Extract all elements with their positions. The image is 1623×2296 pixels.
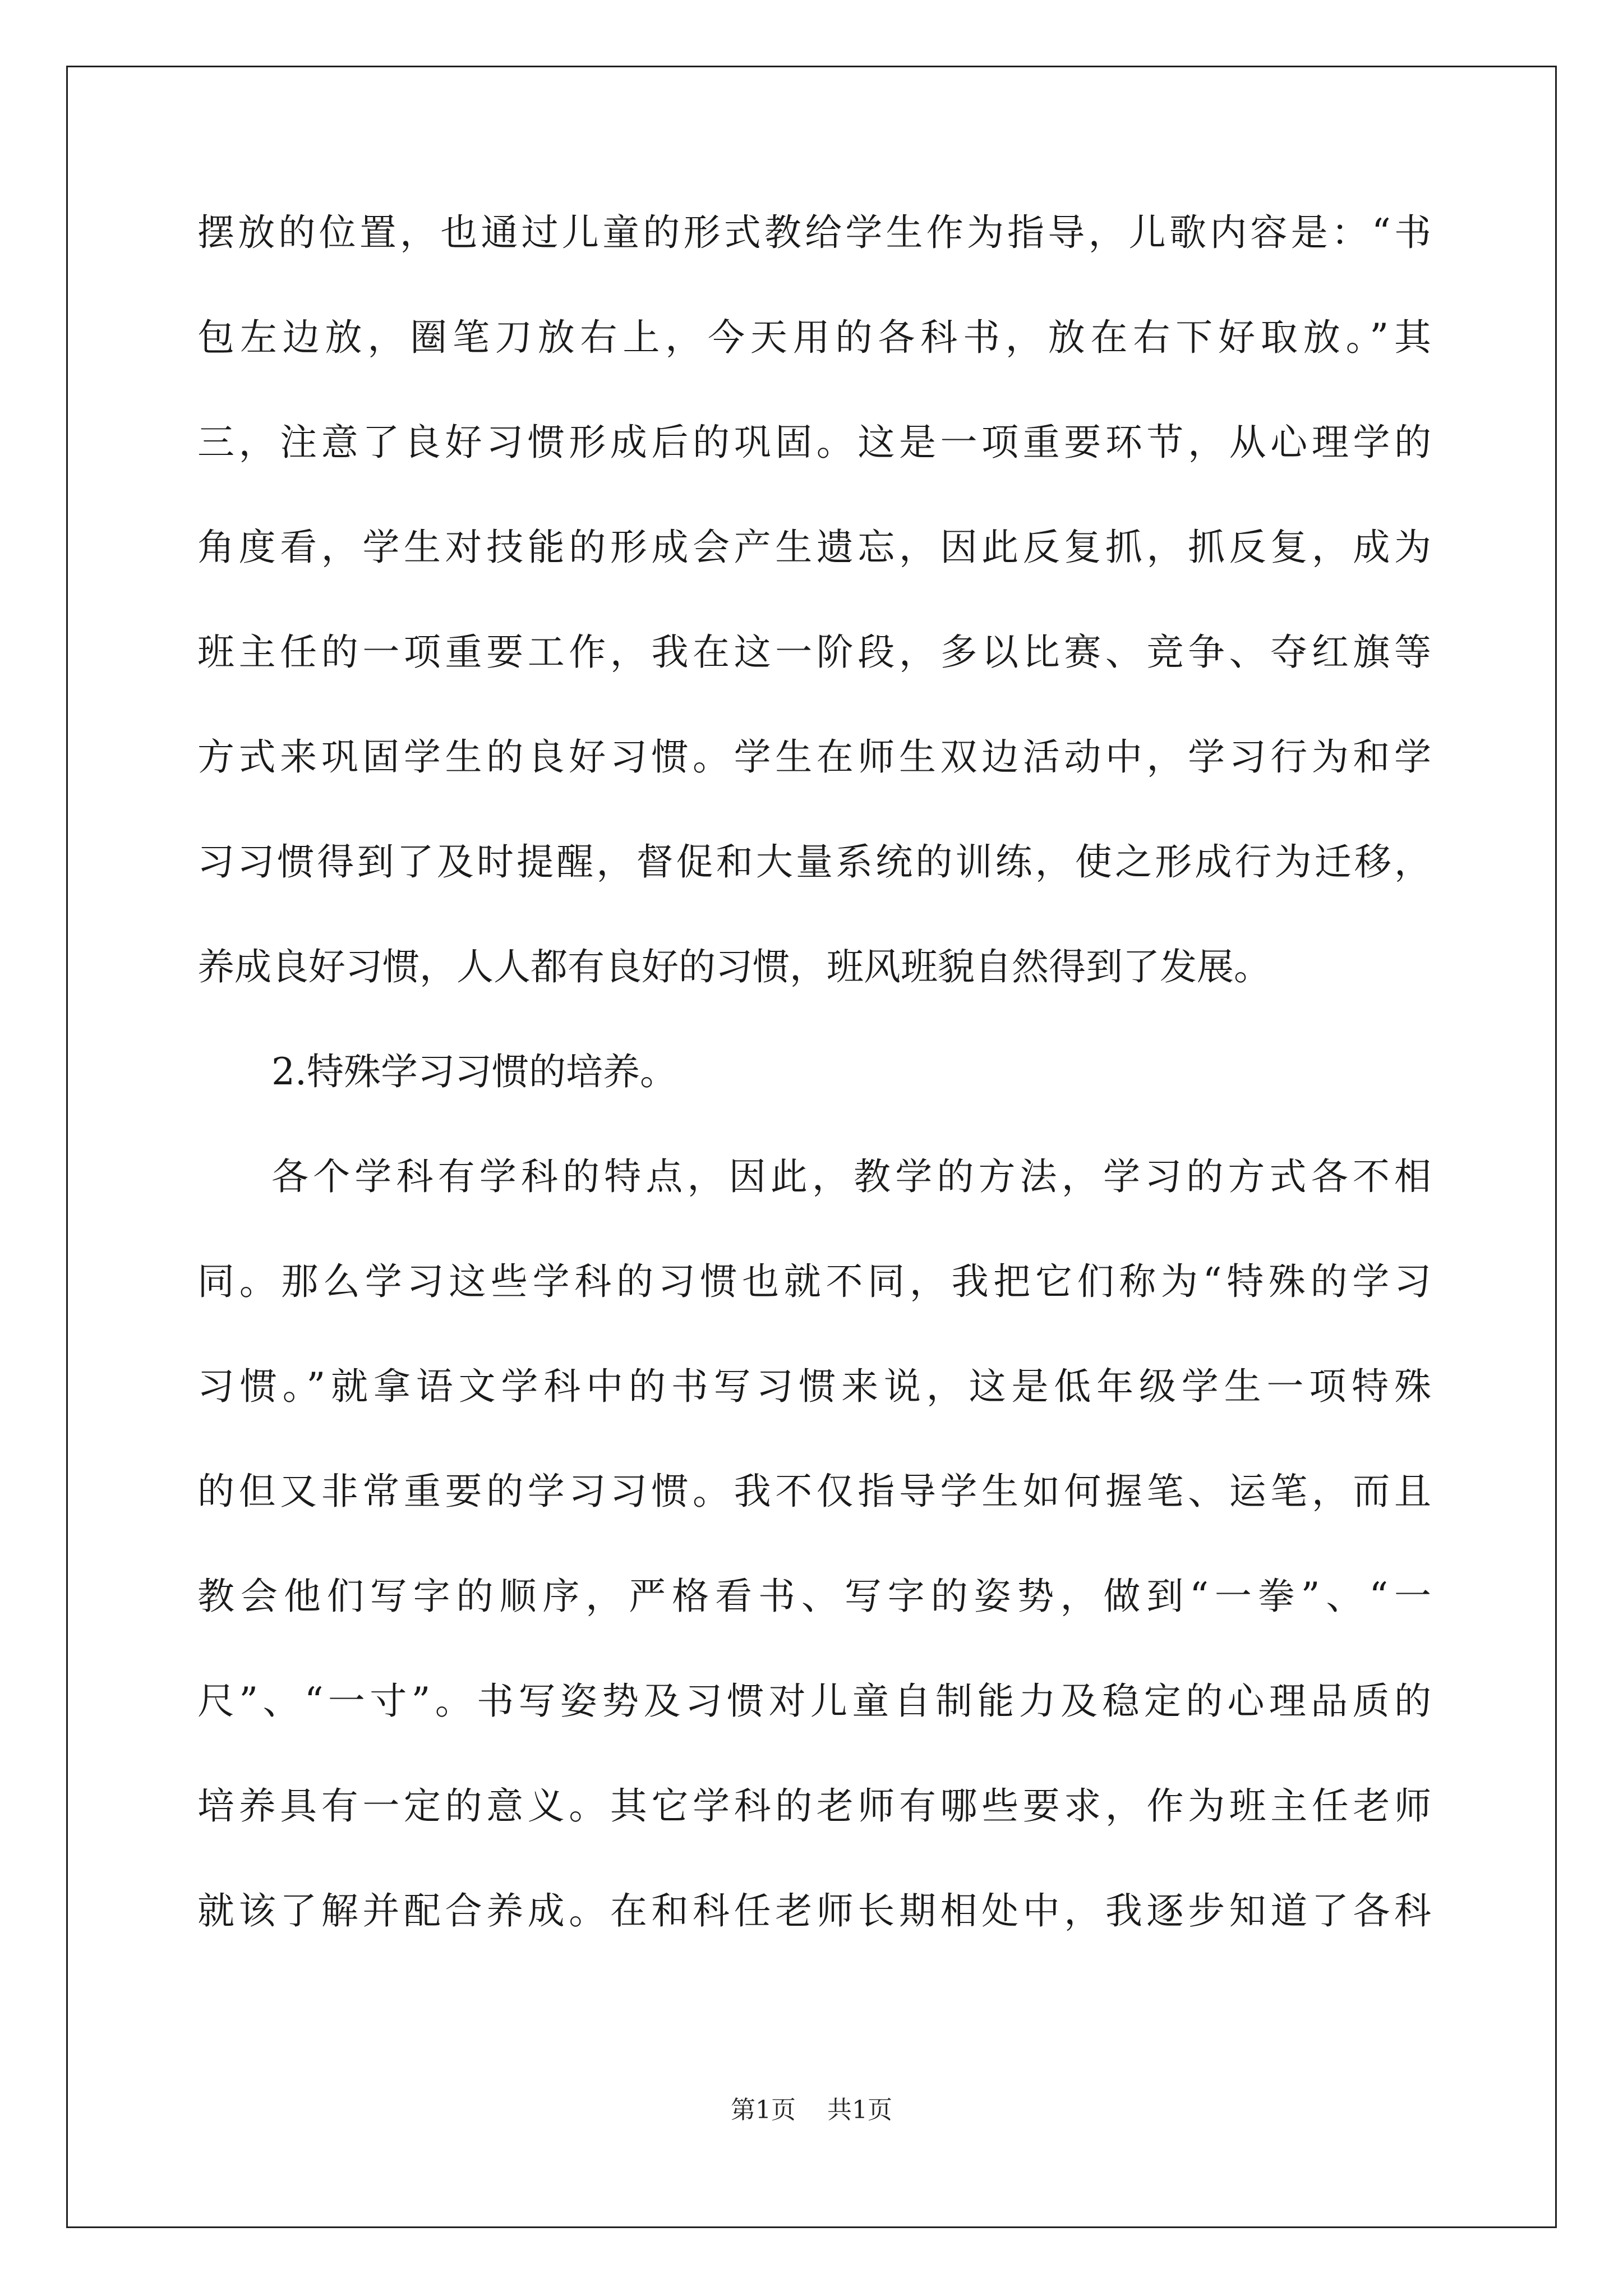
text-line: 摆放的位置，也通过儿童的形式教给学生作为指导，儿歌内容是：“书 <box>197 211 1431 254</box>
page-total: 共1页 <box>827 2096 892 2124</box>
text-line: 角度看，学生对技能的形成会产生遗忘，因此反复抓，抓反复，成为 <box>197 526 1431 569</box>
text-line: 2.特殊学习习惯的培养。 <box>271 1050 677 1093</box>
text-line: 各个学科有学科的特点，因此，教学的方法，学习的方式各不相 <box>271 1155 1431 1198</box>
text-line: 培养具有一定的意义。其它学科的老师有哪些要求，作为班主任老师 <box>197 1784 1431 1828</box>
text-line: 三，注意了良好习惯形成后的巩固。这是一项重要环节，从心理学的 <box>197 421 1431 464</box>
text-line: 就该了解并配合养成。在和科任老师长期相处中，我逐步知道了各科 <box>197 1889 1431 1932</box>
text-line: 尺”、“一寸”。书写姿势及习惯对儿童自制能力及稳定的心理品质的 <box>197 1680 1431 1723</box>
text-line: 养成良好习惯，人人都有良好的习惯，班风班貌自然得到了发展。 <box>197 945 1271 988</box>
text-line: 包左边放，圈笔刀放右上，今天用的各科书，放在右下好取放。”其 <box>197 316 1431 359</box>
text-line: 习惯。”就拿语文学科中的书写习惯来说，这是低年级学生一项特殊 <box>197 1365 1431 1408</box>
text-line: 习习惯得到了及时提醒，督促和大量系统的训练，使之形成行为迁移， <box>197 840 1431 884</box>
document-body <box>197 202 1431 1985</box>
text-line: 的但又非常重要的学习习惯。我不仅指导学生如何握笔、运笔，而且 <box>197 1470 1431 1513</box>
page-footer <box>0 2093 1623 2127</box>
text-line: 同。那么学习这些学科的习惯也就不同，我把它们称为“特殊的学习 <box>197 1260 1431 1303</box>
text-line: 方式来巩固学生的良好习惯。学生在师生双边活动中，学习行为和学 <box>197 735 1431 779</box>
page-number: 第1页 <box>731 2096 796 2124</box>
text-line: 教会他们写字的顺序，严格看书、写字的姿势，做到“一拳”、“一 <box>197 1575 1431 1618</box>
text-line: 班主任的一项重要工作，我在这一阶段，多以比赛、竞争、夺红旗等 <box>197 631 1431 674</box>
